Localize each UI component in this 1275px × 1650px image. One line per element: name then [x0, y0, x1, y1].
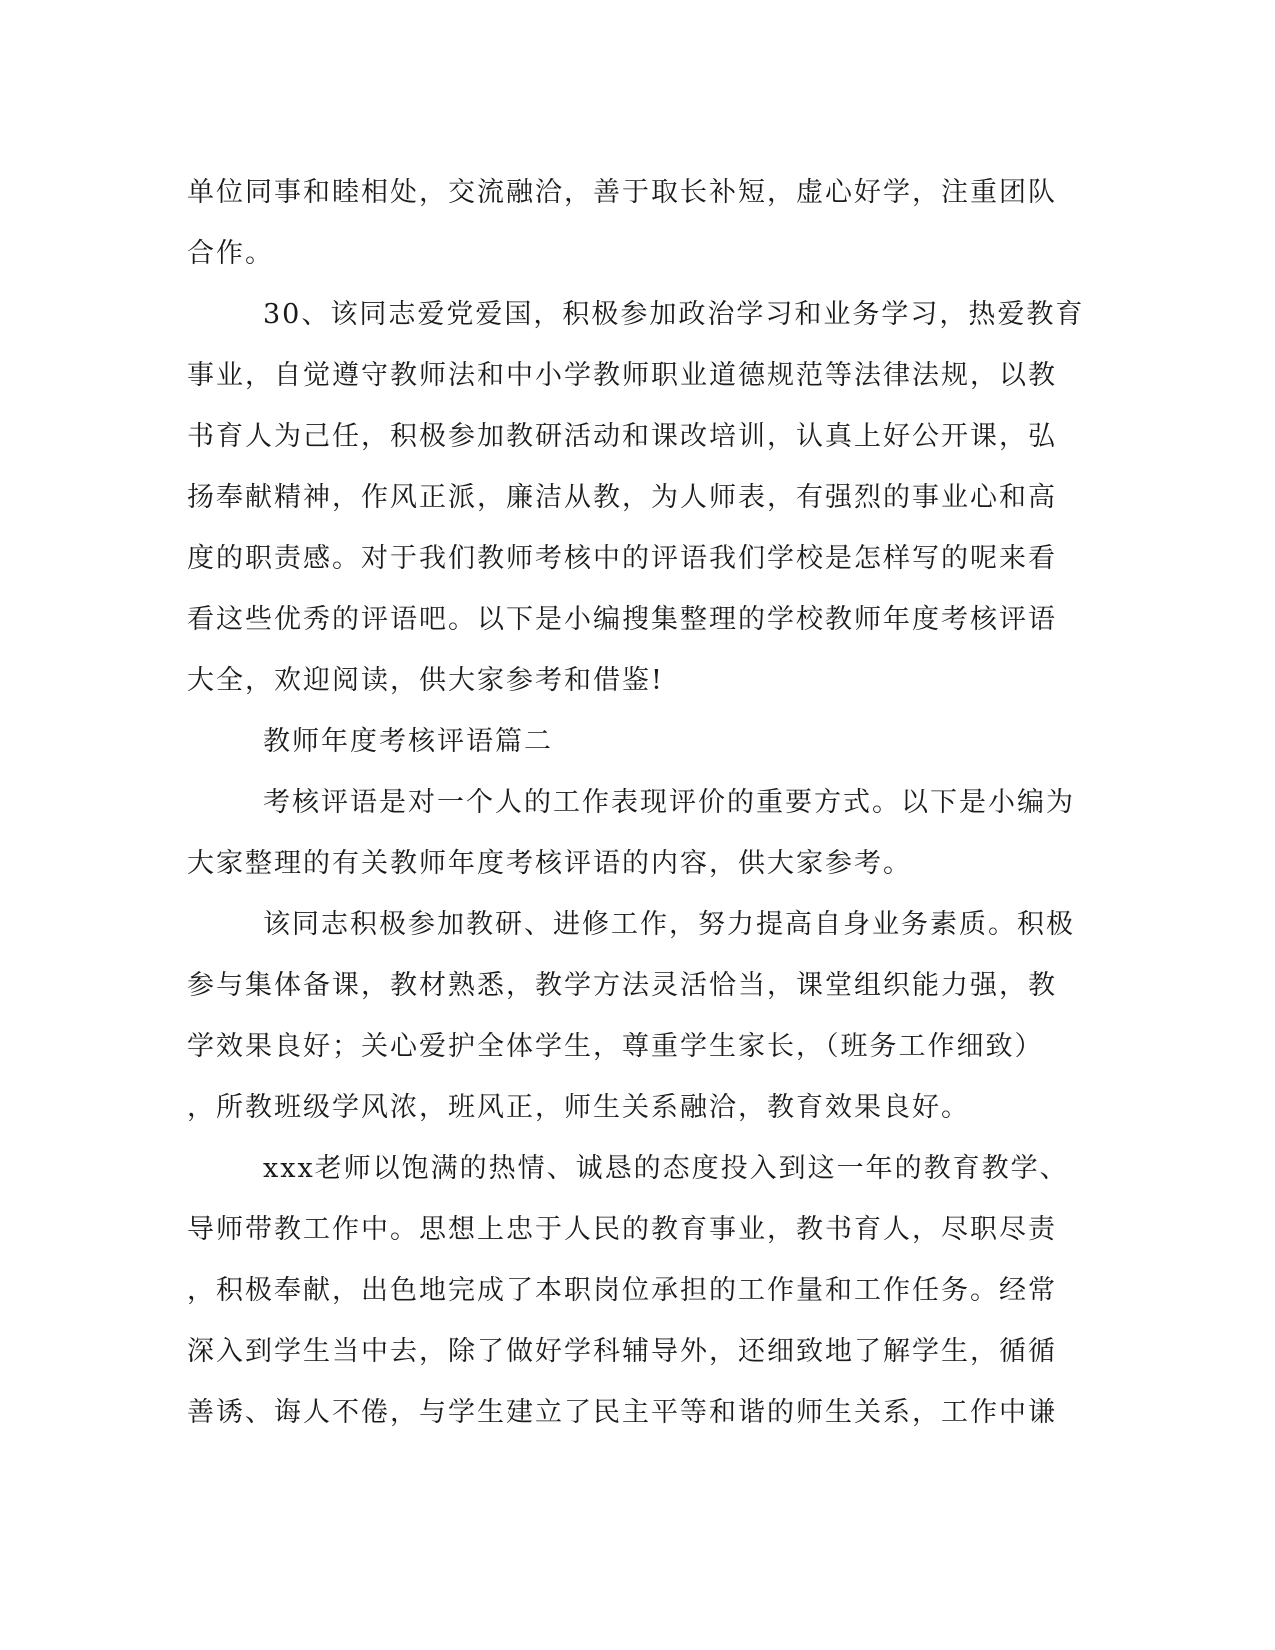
text-line: xxx老师以饱满的热情、诚恳的态度投入到这一年的教育教学、 — [263, 1153, 1069, 1184]
text-line: ，积极奉献，出色地完成了本职岗位承担的工作量和工作任务。经常 — [187, 1275, 1057, 1306]
text-line: 大家整理的有关教师年度考核评语的内容，供大家参考。 — [187, 848, 912, 879]
text-line: 单位同事和睦相处，交流融洽，善于取长补短，虚心好学，注重团队 — [187, 177, 1057, 208]
text-line: 深入到学生当中去，除了做好学科辅导外，还细致地了解学生，循循 — [187, 1336, 1057, 1367]
text-line: 事业，自觉遵守教师法和中小学教师职业道德规范等法律法规，以教 — [187, 360, 1057, 391]
text-line: 善诱、诲人不倦，与学生建立了民主平等和谐的师生关系，工作中谦 — [187, 1397, 1057, 1428]
text-line: 大全，欢迎阅读，供大家参考和借鉴! — [187, 665, 664, 696]
text-line: 学效果良好；关心爱护全体学生，尊重学生家长，（班务工作细致） — [187, 1031, 1044, 1062]
text-line: 看这些优秀的评语吧。以下是小编搜集整理的学校教师年度考核评语 — [187, 604, 1057, 635]
text-line: 度的职责感。对于我们教师考核中的评语我们学校是怎样写的呢来看 — [187, 543, 1057, 574]
text-line: 合作。 — [187, 238, 274, 269]
text-line: 扬奉献精神，作风正派，廉洁从教，为人师表，有强烈的事业心和高 — [187, 482, 1057, 513]
document-body — [187, 162, 1085, 1443]
text-line: 考核评语是对一个人的工作表现评价的重要方式。以下是小编为 — [263, 787, 1075, 818]
text-line: 书育人为己任，积极参加教研活动和课改培训，认真上好公开课，弘 — [187, 421, 1057, 452]
text-line: 导师带教工作中。思想上忠于人民的教育事业，教书育人，尽职尽责 — [187, 1214, 1057, 1245]
text-line: 30、该同志爱党爱国，积极参加政治学习和业务学习，热爱教育 — [263, 299, 1085, 330]
text-line: 该同志积极参加教研、进修工作，努力提高自身业务素质。积极 — [263, 909, 1075, 940]
text-line: 参与集体备课，教材熟悉，教学方法灵活恰当，课堂组织能力强，教 — [187, 970, 1057, 1001]
section-heading: 教师年度考核评语篇二 — [263, 726, 553, 757]
text-line: ，所教班级学风浓，班风正，师生关系融洽，教育效果良好。 — [187, 1092, 970, 1123]
